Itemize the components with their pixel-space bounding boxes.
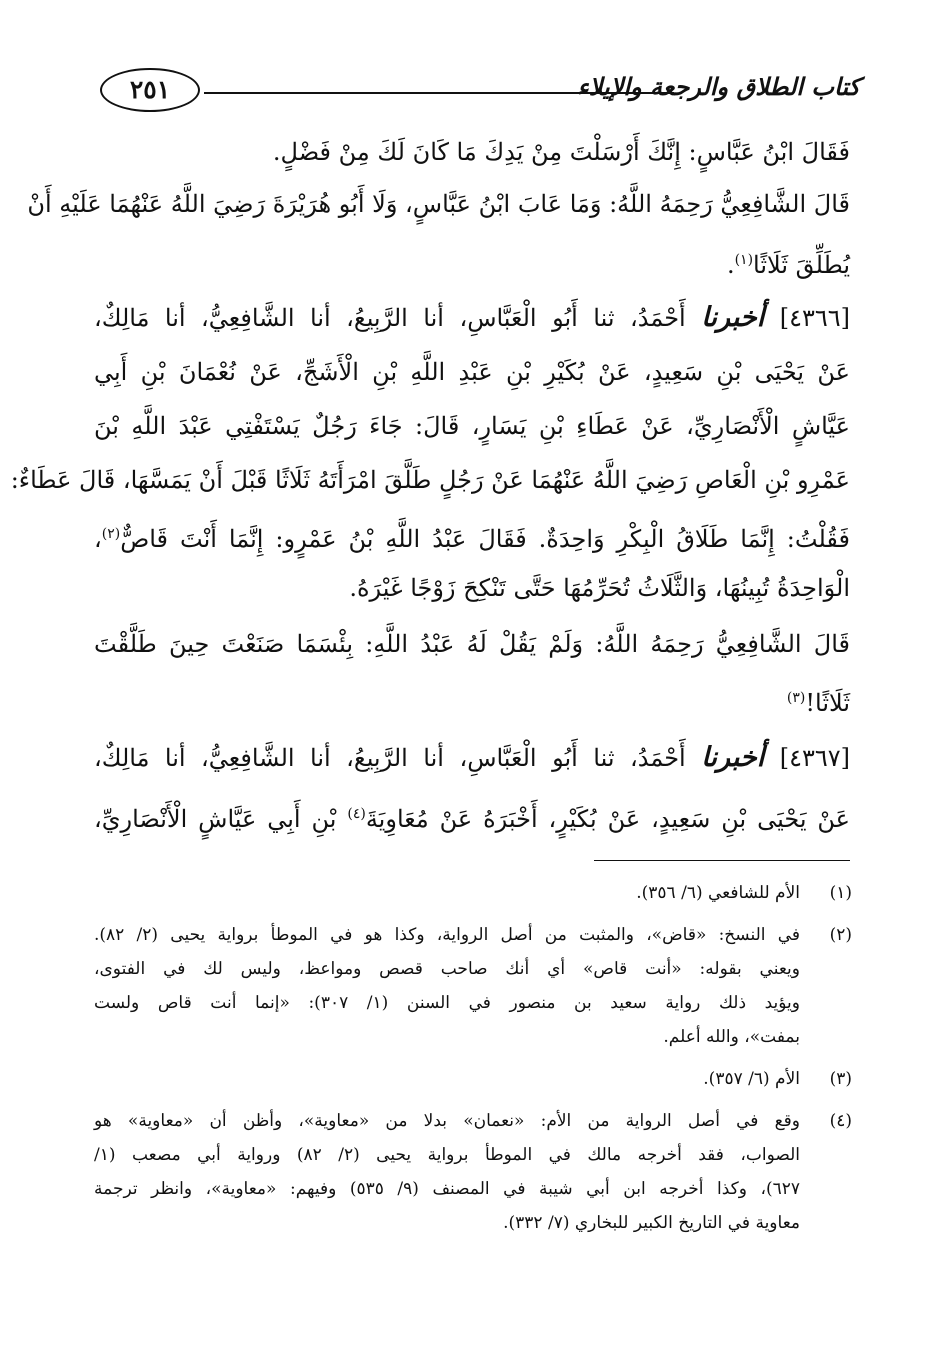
text-line: فَقُلْتُ: إِنَّمَا طَلَاقُ الْبِكْرِ وَاحِدَةٌ. فَقَالَ عَبْدُ اللَّهِ بْنُ عَمْرٍو: إِنَّمَا أَنْتَ قَاصٌّ$^{(٢)}$،: [94, 525, 850, 553]
footnote-ref: (١): [734, 252, 754, 268]
akhbarana-label: أخبرنا: [701, 302, 765, 333]
header-rule: [204, 92, 674, 94]
hadith-number: [٤٣٦٧]: [779, 744, 850, 772]
footnote-ref: (٢): [101, 526, 121, 542]
text-line: عَنْ يَحْيَى بْنِ سَعِيدٍ، عَنْ بُكَيْرِ بْنِ عَبْدِ اللَّهِ بْنِ الْأَشَجِّ، عَنْ نُعْمَانَ بْنِ أَبِي: [94, 358, 850, 386]
footnote-separator: [594, 860, 850, 861]
hadith-number: [٤٣٦٦]: [779, 304, 850, 332]
footnote-ref: (٣): [786, 690, 806, 706]
chapter-title: كتاب الطلاق والرجعة والإيلاء: [577, 72, 860, 101]
akhbarana-label: أخبرنا: [701, 742, 765, 773]
text-line: قَالَ الشَّافِعِيُّ رَحِمَهُ اللَّهُ: وَلَمْ يَقُلْ لَهُ عَبْدُ اللَّهِ: بِئْسَمَا صَنَعْتَ حِينَ طَلَّقْتَ: [94, 630, 850, 658]
running-header: [100, 66, 860, 116]
text-line: عَمْرِو بْنِ الْعَاصِ رَضِيَ اللَّهُ عَنْهُمَا عَنْ رَجُلٍ طَلَّقَ امْرَأَتَهُ ثَلَاثًا قَبْلَ أَنْ يَمَسَّهَا، قَالَ عَطَاءٌ:: [10, 466, 850, 494]
text-line: فَقَالَ ابْنُ عَبَّاسٍ: إِنَّكَ أَرْسَلْتَ مِنْ يَدِكَ مَا كَانَ لَكَ مِنْ فَضْلٍ.: [272, 138, 850, 166]
text-line: ثَلَاثًا!$^{(٣)}$: [786, 689, 850, 717]
book-page: كتاب الطلاق والرجعة والإيلاء ٢٥١ فَقَالَ ابْنُ عَبَّاسٍ: إِنَّكَ أَرْسَلْتَ مِنْ يَدِكَ مَا كَانَ لَكَ مِنْ فَضْلٍ. قَالَ الشَّافِعِيُّ رَحِمَهُ اللَّهُ: وَمَا عَابَ ابْنُ عَبَّاسٍ، وَلَا أَبُو هُرَيْرَةَ رَضِيَ اللَّهُ عَنْهُمَا عَلَيْهِ أَنْ يُطَلِّقَ ثَلَاثًا$^{(١)}$. [٤٣٦٦] أخبرنا أَحْمَدُ، ثنا أَبُو الْعَبَّاسِ، أنا الرَّبِيعُ، أنا الشَّافِعِيُّ، أنا مَالِكٌ، عَنْ يَحْيَى بْنِ سَعِيدٍ، عَنْ بُكَيْرِ بْنِ عَبْدِ اللَّهِ بْنِ الْأَشَجِّ، عَنْ نُعْمَانَ بْنِ أَبِي عَيَّاشٍ الْأَنْصَارِيِّ، عَنْ عَطَاءِ بْنِ يَسَارٍ، قَالَ: جَاءَ رَجُلٌ يَسْتَفْتِي عَبْدَ اللَّهِ بْنَ عَمْرِو بْنِ الْعَاصِ رَضِيَ اللَّهُ عَنْهُمَا عَنْ رَجُلٍ طَلَّقَ امْرَأَتَهُ ثَلَاثًا قَبْلَ أَنْ يَمَسَّهَا، قَالَ عَطَاءٌ: فَقُلْتُ: إِنَّمَا طَلَاقُ الْبِكْرِ وَاحِدَةٌ. فَقَالَ عَبْدُ اللَّهِ بْنُ عَمْرٍو: إِنَّمَا أَنْتَ قَاصٌّ$^{(٢)}$، الْوَاحِدَةُ تُبِينُهَا، وَالثَّلَاثُ تُحَرِّمُهَا حَتَّى تَنْكِحَ زَوْجًا غَيْرَهُ. قَالَ الشَّافِعِيُّ رَحِمَهُ اللَّهُ: وَلَمْ يَقُلْ لَهُ عَبْدُ اللَّهِ: بِئْسَمَا صَنَعْتَ حِينَ طَلَّقْتَ ثَلَاثًا!$^{(٣)}$ [٤٣٦٧] أخبرنا أَحْمَدُ، ثنا أَبُو الْعَبَّاسِ، أنا الرَّبِيعُ، أنا الشَّافِعِيُّ، أنا مَالِكٌ، عَنْ يَحْيَى بْنِ سَعِيدٍ، عَنْ بُكَيْرٍ، أَخْبَرَهُ عَنْ مُعَاوِيَةَ$^{(٤)}$ بْنِ أَبِي عَيَّاشٍ الْأَنْصَارِيِّ، (١) الأم للشافعي (٦/ ٣٥٦). (٢) في النسخ: «قاض»، والمثبت من أصل الرواية، وكذا هو في الموطأ برواية يحيى (٢/ ٨٢). ويعني بقوله: «أنت قاص» أي أنك صاحب قصص ومواعظ، وليس لك في الفتوى، ويؤيد ذلك رواية سعيد بن منصور في السنن (١/ ٣٠٧): «إنما أنت قاص ولست بمفت»، والله أعلم. (٣) الأم (٦/ ٣٥٧). (٤) وقع في أصل الرواية من الأم: «نعمان» بدلا من «معاوية»، وأظن أن «معاوية» هو الصواب، فقد أخرجه مالك في الموطأ برواية يحيى (٢/ ٨٢) ورواية أبي مصعب (١/ ٦٢٧)، وكذا أخرجه ابن أبي شيبة في المصنف (٩/ ٥٣٥) وفيهم: «معاوية»، وانظر ترجمة معاوية في التاريخ الكبير للبخاري (٧/ ٣٣٢).: [0, 0, 944, 1370]
hadith-4366-line: [٤٣٦٦] أخبرنا أَحْمَدُ، ثنا أَبُو الْعَبَّاسِ، أنا الرَّبِيعُ، أنا الشَّافِعِيُّ، أنا مَالِكٌ،: [94, 302, 850, 333]
hadith-4367-line: [٤٣٦٧] أخبرنا أَحْمَدُ، ثنا أَبُو الْعَبَّاسِ، أنا الرَّبِيعُ، أنا الشَّافِعِيُّ، أنا مَالِكٌ،: [94, 742, 850, 773]
text-line: عَنْ يَحْيَى بْنِ سَعِيدٍ، عَنْ بُكَيْرٍ، أَخْبَرَهُ عَنْ مُعَاوِيَةَ$^{(٤)}$ بْنِ أَبِي عَيَّاشٍ الْأَنْصَارِيِّ،: [94, 805, 850, 833]
page-number: ٢٥١: [100, 68, 200, 112]
text-line: عَيَّاشٍ الْأَنْصَارِيِّ، عَنْ عَطَاءِ بْنِ يَسَارٍ، قَالَ: جَاءَ رَجُلٌ يَسْتَفْتِي عَبْدَ اللَّهِ بْنَ: [94, 412, 850, 440]
text-line: الْوَاحِدَةُ تُبِينُهَا، وَالثَّلَاثُ تُحَرِّمُهَا حَتَّى تَنْكِحَ زَوْجًا غَيْرَهُ.: [349, 574, 850, 602]
footnote-ref: (٤): [347, 806, 366, 822]
text-line: قَالَ الشَّافِعِيُّ رَحِمَهُ اللَّهُ: وَمَا عَابَ ابْنُ عَبَّاسٍ، وَلَا أَبُو هُرَيْرَةَ رَضِيَ اللَّهُ عَنْهُمَا عَلَيْهِ أَنْ: [27, 190, 850, 218]
text-line: يُطَلِّقَ ثَلَاثًا$^{(١)}$.: [726, 251, 850, 279]
